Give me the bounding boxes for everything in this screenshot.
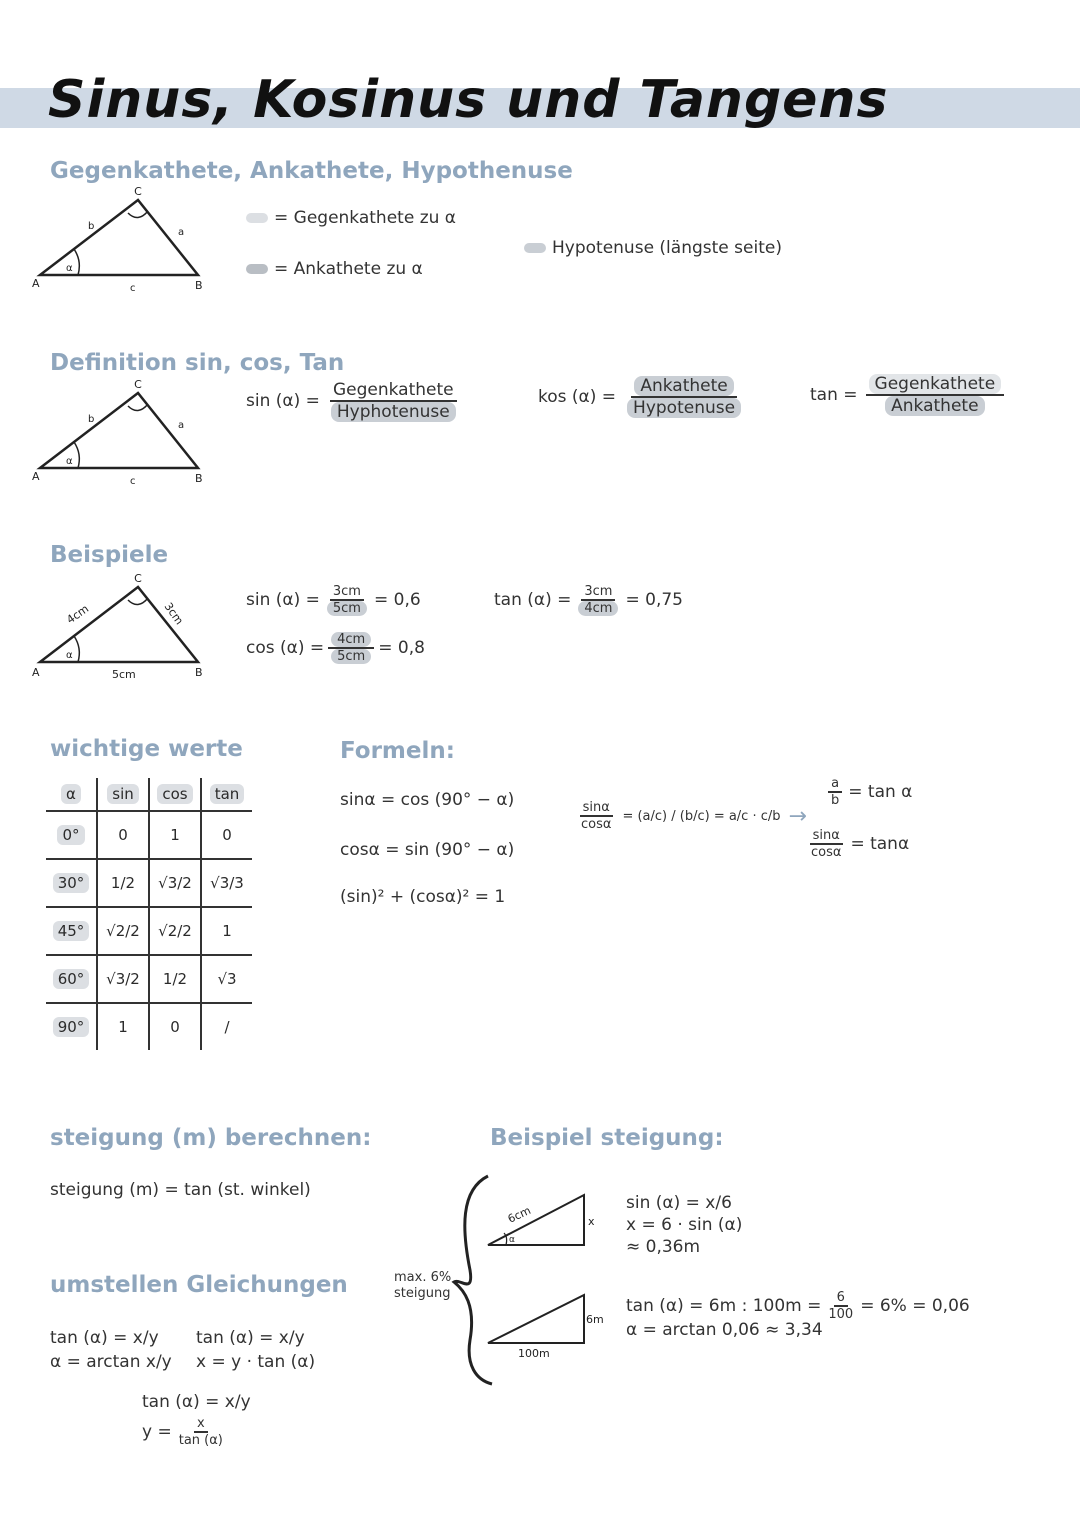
t1-hyp-label: 6cm (505, 1203, 533, 1226)
label-A: A (32, 277, 40, 290)
svg-text:A: A (32, 666, 40, 679)
svg-text:α: α (66, 650, 73, 661)
t2-adj-label: 100m (518, 1347, 550, 1360)
legend-gegenkathete: = Gegenkathete zu α (246, 208, 456, 228)
example-slope-tan: tan (α) = 6m : 100m = $\frac{6}{100}$ = 6% = 0,06 (626, 1290, 970, 1322)
legend-hypotenuse: Hypotenuse (längste seite) (524, 238, 782, 258)
label-b: b (88, 221, 95, 232)
formula-tan-sincos: $\frac{\sin\alpha}{\cos\alpha}$ = tanα (811, 828, 910, 860)
def-sin-lhs: sin (α) = (246, 391, 320, 411)
formula-3: (sin)² + (cosα)² = 1 (340, 887, 506, 907)
formula-2: cosα = sin (90° − α) (340, 840, 515, 860)
t1-opp-label: x (588, 1215, 595, 1228)
formula-1: sinα = cos (90° − α) (340, 790, 515, 810)
page-title: Sinus, Kosinus und Tangens (48, 70, 889, 130)
table-row: 0° 0 1 0 (46, 811, 252, 859)
def-tan-fraction: $\frac{\text{Gegenkathete}}{\text{Ankathete}}$ (866, 374, 1005, 416)
svg-text:b: b (88, 414, 95, 425)
side-c-label: 5cm (112, 668, 136, 681)
svg-text:B: B (195, 666, 203, 679)
label-B: B (195, 279, 203, 292)
example-tan: tan (α) = $\frac{3cm}{4cm}$ = 0,75 (494, 584, 683, 616)
svg-text:B: B (195, 472, 203, 485)
triangle-diagram-1 (30, 185, 220, 295)
label-C: C (134, 185, 142, 198)
swatch-dark (246, 264, 268, 274)
brace-label: max. 6% steigung (394, 1270, 452, 1301)
example-slope-sin: sin (α) = x/6 x = 6 · sin (α) ≈ 0,36m (626, 1193, 743, 1257)
heading-beispiele: Beispiele (50, 542, 169, 568)
heading-werte: wichtige werte (50, 736, 243, 762)
t1-alpha-label: α (509, 1235, 515, 1245)
def-sin (246, 380, 459, 422)
rearrange-b: tan (α) = x/y x = y · tan (α) (196, 1328, 316, 1372)
table-row: 30° 1/2 √3/2 √3/3 (46, 859, 252, 907)
rearrange-c: tan (α) = x/y y = $\frac{x}{\tan (\alpha)}$ (142, 1392, 251, 1448)
svg-text:C: C (134, 378, 142, 391)
t2-opp-label: 6m (586, 1313, 604, 1326)
label-alpha: α (66, 263, 73, 274)
rearrange-a: tan (α) = x/y α = arctan x/y (50, 1328, 172, 1372)
def-sin-fraction: $\frac{\text{Gegenkathete}}{\text{Hyphotenuse}}$ (328, 380, 459, 422)
table-header-row: α sin cos tan (46, 778, 252, 811)
values-table-wrap (46, 778, 252, 1050)
svg-text:C: C (134, 572, 142, 585)
svg-text:a: a (178, 420, 185, 431)
triangle-diagram-3 (30, 572, 220, 682)
table-row: 90° 1 0 / (46, 1003, 252, 1050)
table-row: 60° √3/2 1/2 √3 (46, 955, 252, 1003)
example-sin: sin (α) = $\frac{3cm}{5cm}$ = 0,6 (246, 584, 421, 616)
heading-beispiel-steigung: Beispiel steigung: (490, 1125, 724, 1151)
values-table (46, 778, 252, 1050)
heading-sides: Gegenkathete, Ankathete, Hypothenuse (50, 158, 573, 184)
formula-tan-ab: $\frac{a}{b}$ = tan α (828, 776, 912, 808)
svg-text:α: α (66, 456, 73, 467)
side-a-label: 3cm (161, 600, 186, 628)
slope-triangles (480, 1185, 610, 1365)
formula-ratio: $\frac{\sin\alpha}{\cos\alpha}$ = (a/c) / (b/c) = a/c · c/b → (581, 800, 807, 832)
heading-steigung: steigung (m) berechnen: (50, 1125, 372, 1151)
legend-ankathete: = Ankathete zu α (246, 259, 423, 279)
heading-umstellen: umstellen Gleichungen (50, 1272, 348, 1298)
def-cos-fraction: $\frac{\text{Ankathete}}{\text{Hypotenuse}}$ (624, 376, 744, 418)
table-row: 45° √2/2 √2/2 1 (46, 907, 252, 955)
arrow-icon: → (788, 803, 807, 829)
svg-text:A: A (32, 470, 40, 483)
swatch-mid (524, 243, 546, 253)
triangle-diagram-2 (30, 378, 220, 488)
def-tan: tan = $\frac{\text{Gegenkathete}}{\text{Ankathete}}$ (810, 374, 1004, 416)
example-slope-arctan: α = arctan 0,06 ≈ 3,34 (626, 1320, 823, 1340)
example-cos: cos (α) = $\frac{4cm}{5cm}$ = 0,8 (246, 632, 425, 664)
heading-formeln: Formeln: (340, 738, 455, 764)
swatch-light (246, 213, 268, 223)
def-cos: kos (α) = $\frac{\text{Ankathete}}{\text{Hypotenuse}}$ (538, 376, 744, 418)
svg-text:c: c (130, 476, 136, 487)
side-b-label: 4cm (64, 602, 92, 627)
heading-definition: Definition sin, cos, Tan (50, 350, 345, 376)
label-a: a (178, 227, 185, 238)
label-c: c (130, 283, 136, 294)
slope-rule: steigung (m) = tan (st. winkel) (50, 1180, 311, 1200)
